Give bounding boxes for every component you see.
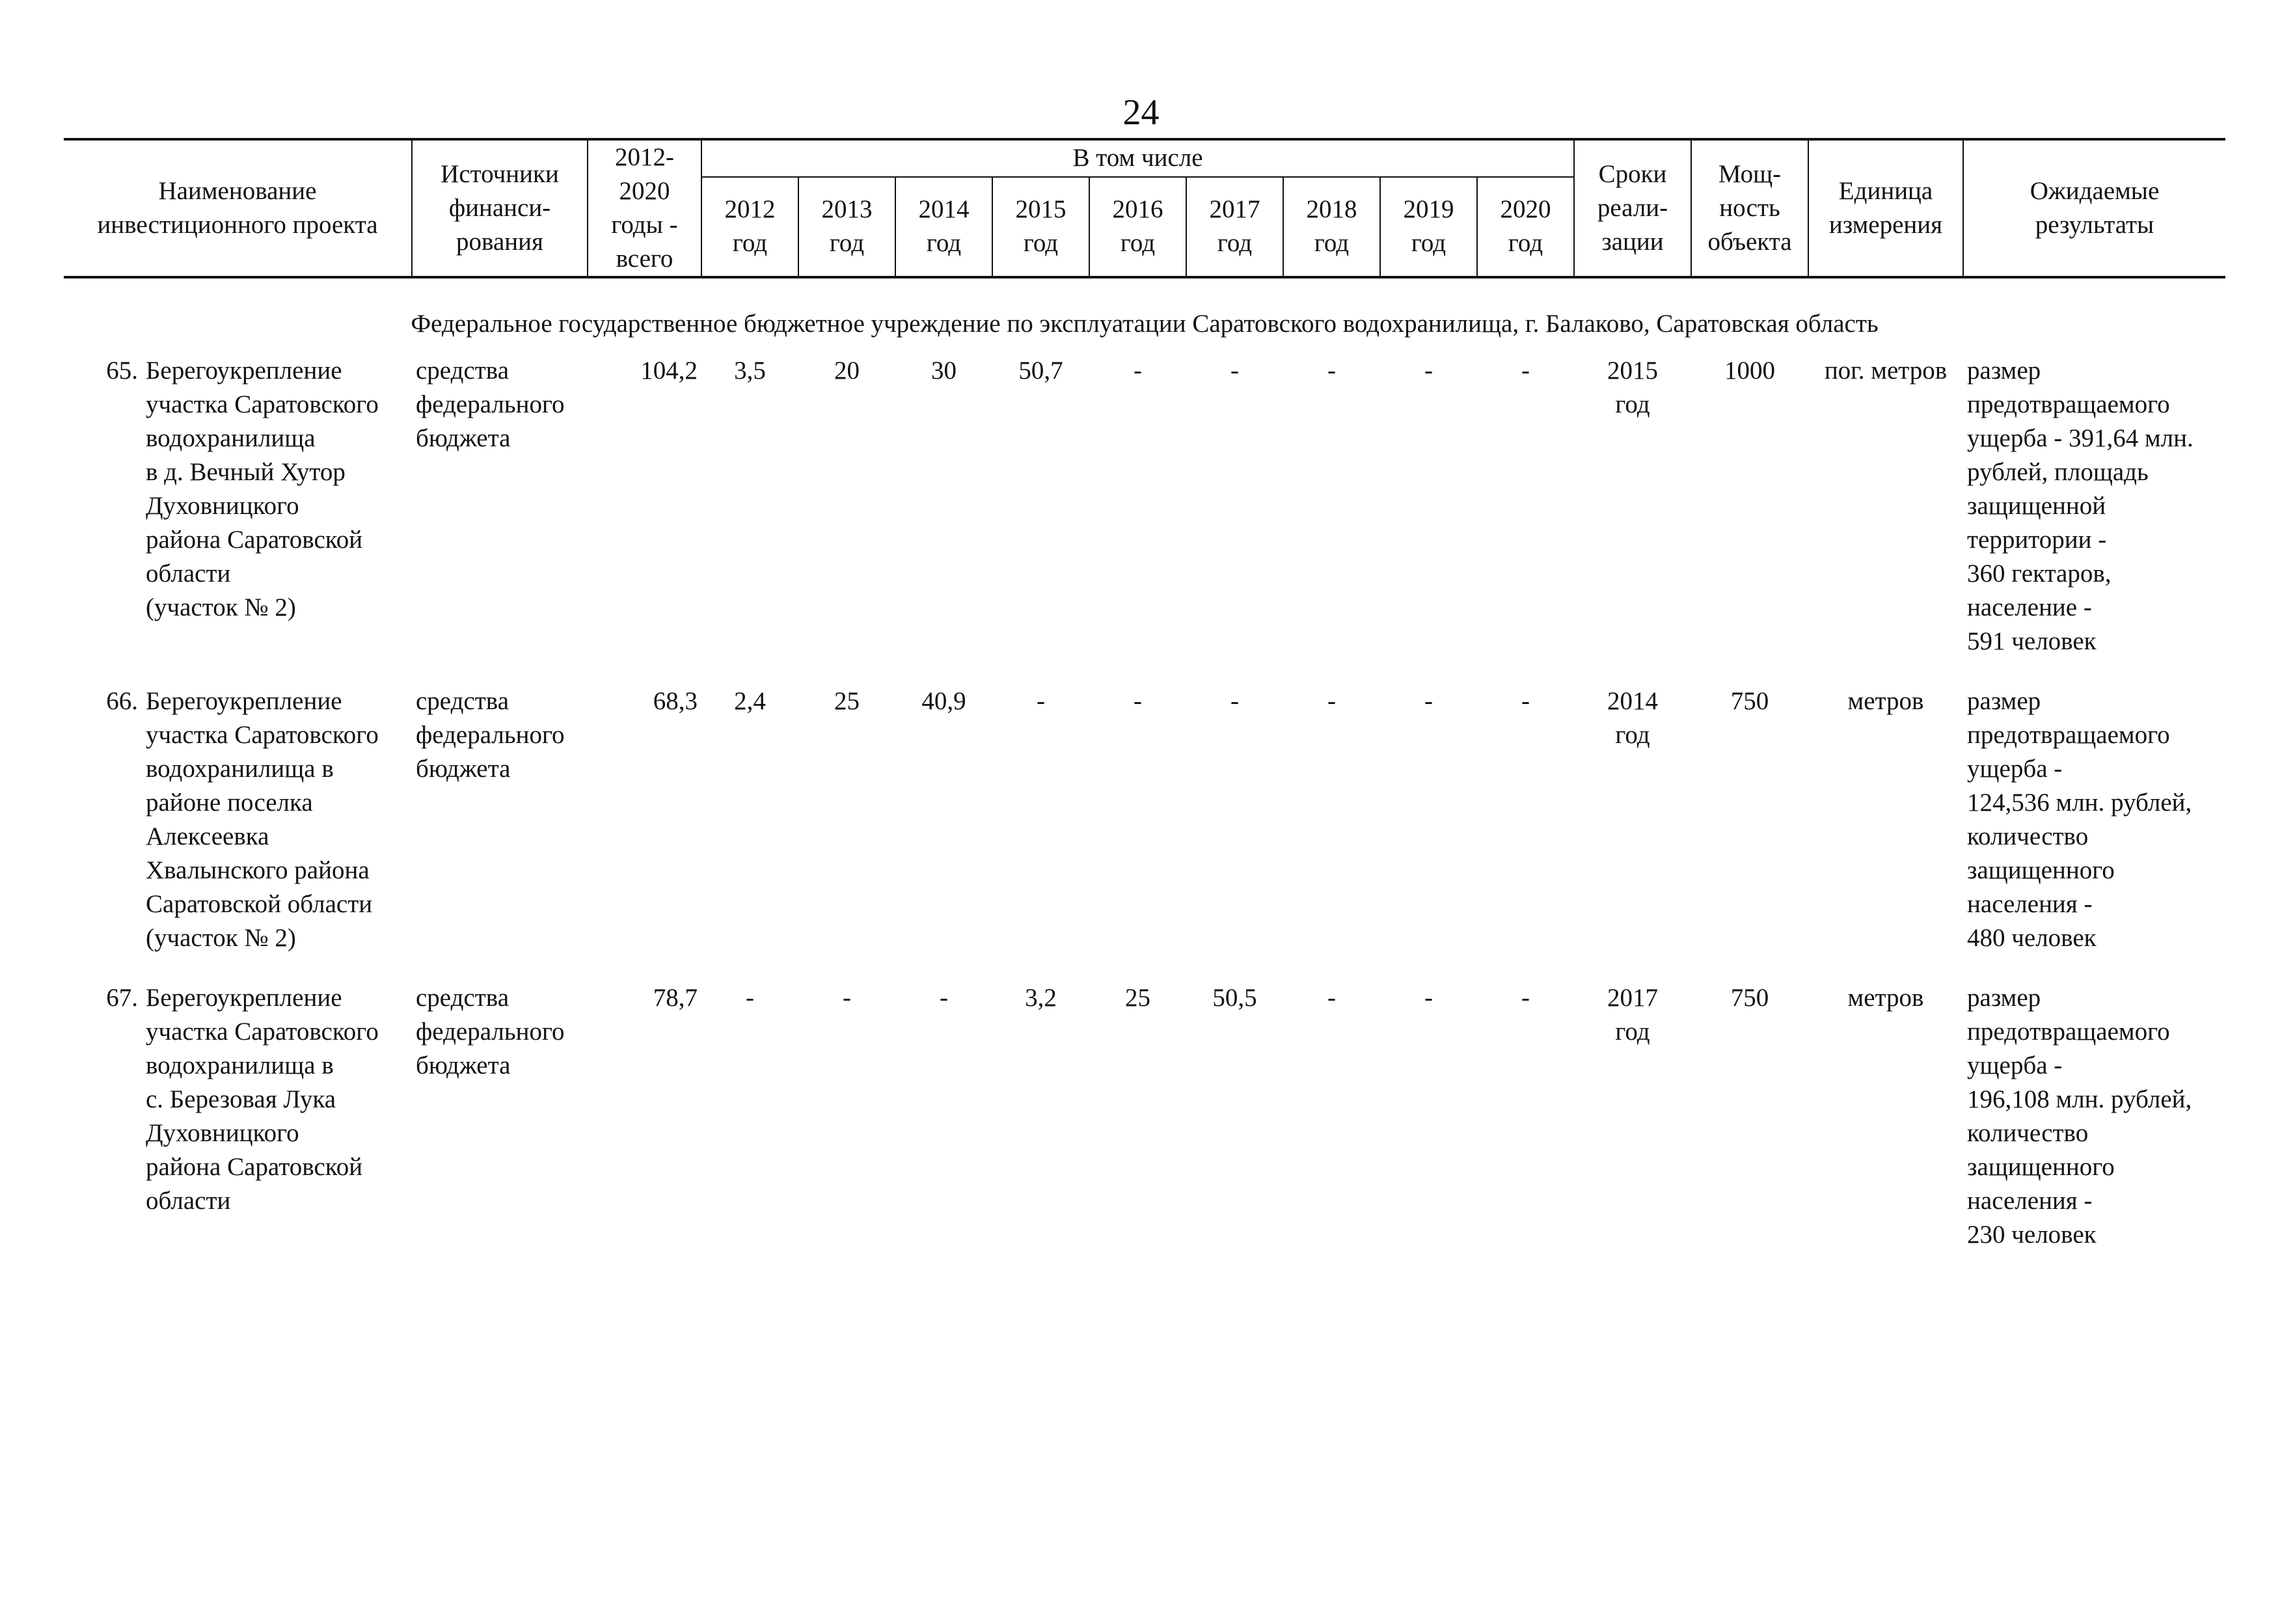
table-row [64,981,2225,1278]
year-amount: - [1037,687,1045,715]
expected-results: размер предотвращаемого ущерба - 124,536 млн. рублей, количество защищенного населения - 480 человек [1967,687,2192,952]
year-amount: 50,5 [1212,984,1257,1012]
row-number: 67. [106,984,138,1012]
total-amount: 78,7 [653,984,698,1012]
year-amount: 3,5 [734,357,766,385]
header-unit: Единица измерения [1808,139,1963,277]
year-amount: - [1230,357,1239,385]
year-amount: - [1521,357,1530,385]
agency-title: Федеральное государственное бюджетное учреждение по эксплуатации Саратовского водохранилища, г. Балаково, Саратовская область [411,310,1879,338]
year-amount: 30 [931,357,957,385]
header-year: 2013 год [798,177,895,277]
year-amount: - [1521,687,1530,715]
object-capacity: 1000 [1724,357,1776,385]
row-number: 65. [106,357,138,385]
funding-source: средства федерального бюджета [416,687,565,783]
funding-source: средства федерального бюджета [416,357,565,452]
header-year: 2014 год [895,177,992,277]
header-name: Наименование инвестиционного проекта [64,139,412,277]
implementation-term: 2014 год [1607,687,1659,749]
measurement-unit: метров [1847,687,1924,715]
funding-source: средства федерального бюджета [416,984,565,1079]
object-capacity: 750 [1730,687,1769,715]
year-amount: - [1424,687,1433,715]
header-including: В том числе [701,139,1574,177]
row-number: 66. [106,687,138,715]
header-year: 2019 год [1380,177,1477,277]
year-amount: - [1134,687,1142,715]
year-amount: - [1521,984,1530,1012]
header-year: 2015 год [992,177,1089,277]
header-sources: Источники финанси- рования [412,139,588,277]
year-amount: - [843,984,851,1012]
expected-results: размер предотвращаемого ущерба - 196,108 млн. рублей, количество защищенного населения - 230 человек [1967,984,2192,1249]
year-amount: - [746,984,754,1012]
object-capacity: 750 [1730,984,1769,1012]
table-row [64,354,2225,684]
header-year: 2012 год [701,177,798,277]
header-results: Ожидаемые результаты [1963,139,2225,277]
year-amount: 50,7 [1018,357,1063,385]
year-amount: 25 [834,687,860,715]
year-amount: - [1327,357,1336,385]
header-capacity: Мощ- ность объекта [1691,139,1808,277]
measurement-unit: пог. метров [1824,357,1948,385]
header-year: 2020 год [1477,177,1574,277]
total-amount: 104,2 [640,357,698,385]
measurement-unit: метров [1847,984,1924,1012]
header-year: 2018 год [1283,177,1380,277]
year-amount: 25 [1125,984,1150,1012]
year-amount: - [940,984,948,1012]
header-term: Сроки реали- зации [1574,139,1691,277]
year-amount: 40,9 [921,687,966,715]
year-amount: 2,4 [734,687,766,715]
year-amount: - [1230,687,1239,715]
implementation-term: 2017 год [1607,984,1659,1046]
expected-results: размер предотвращаемого ущерба - 391,64 млн. рублей, площадь защищенной территории - 360 гектаров, население - 591 человек [1967,357,2194,655]
year-amount: 3,2 [1025,984,1057,1012]
project-name: Берегоукрепление участка Саратовского водохранилища в районе поселка Алексеевка Хвалынского района Саратовской области (участок № 2) [146,687,379,952]
year-amount: 20 [834,357,860,385]
year-amount: - [1424,984,1433,1012]
table-row [64,684,2225,981]
year-amount: - [1134,357,1142,385]
header-year: 2016 год [1089,177,1186,277]
total-amount: 68,3 [653,687,698,715]
header-total: 2012- 2020 годы - всего [588,139,701,277]
project-name: Берегоукрепление участка Саратовского водохранилища в д. Вечный Хутор Духовницкого района Саратовской области (участок № 2) [146,357,379,621]
investment-projects-table [64,138,2225,1278]
project-name: Берегоукрепление участка Саратовского водохранилища в с. Березовая Лука Духовницкого района Саратовской области [146,984,379,1215]
page-number: 24 [1122,92,1160,133]
year-amount: - [1424,357,1433,385]
implementation-term: 2015 год [1607,357,1659,418]
year-amount: - [1327,687,1336,715]
year-amount: - [1327,984,1336,1012]
header-year: 2017 год [1186,177,1283,277]
